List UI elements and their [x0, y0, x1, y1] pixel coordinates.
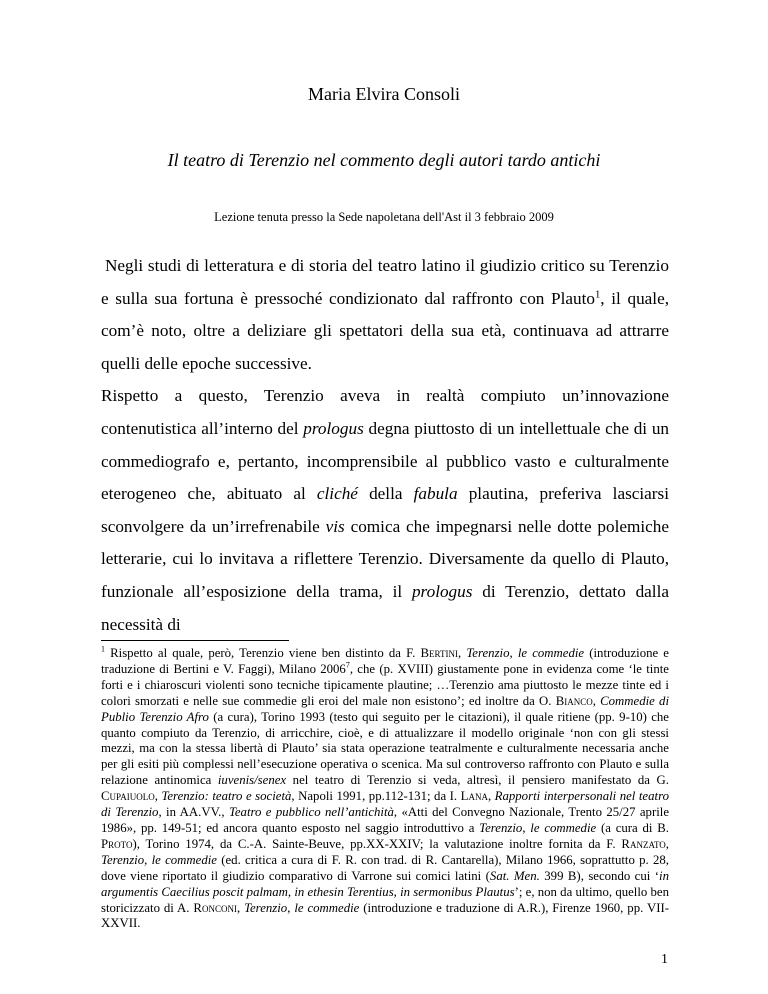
- paragraph-1: Negli studi di letteratura e di storia del teatro latino il giudizio critico su Terenzio e sulla sua fortuna è pressoché condizionato dal raffronto con Plauto$^1$, il quale, com’è noto, oltre a deliziare gli spettatori della sua età, continuava ad attrarre quelli delle epoche successive.: [101, 256, 669, 373]
- body-text: [101, 250, 669, 641]
- page-number: 1: [661, 952, 668, 967]
- footnote-separator: [101, 640, 289, 641]
- footnote-reference: 1: [594, 288, 601, 300]
- paragraph-2: Rispetto a questo, Terenzio aveva in realtà compiuto un’innovazione contenutistica all’interno del prologus degna piuttosto di un intellettuale che di un commediografo e, pertanto, incomprensibile al pubblico vasto e culturalmente eterogeneo che, abituato al cliché della fabula plautina, preferiva lasciarsi sconvolgere da un’irrefrenabile vis comica che impegnarsi nelle dotte polemiche letterarie, cui lo invitava a riflettere Terenzio. Diversamente da quello di Plauto, funzionale all’esposizione della trama, il prologus di Terenzio, dettato dalla necessità di: [101, 386, 670, 634]
- footnote-number: 1: [101, 644, 105, 654]
- footnote-1: $^1$ Rispetto al quale, però, Terenzio viene ben distinto da F. Bertini, Terenzio, le commedie (introduzione e traduzione di Bertini e V. Faggi), Milano 2006$^7$, che (p. XVIII) giustamente pone in evidenza come ‘le tinte forti e i chiaroscuri violenti sono tecniche tipicamente plautine; …Terenzio ama piuttosto le mezze tinte ed i colori smorzati e nelle sue commedie gli eroi del male non esistono’; ed inoltre da O. Bianco, Commedie di Publio Terenzio Afro (a cura), Torino 1993 (testo qui seguito per le citazioni), il quale ritiene (pp. 9-10) che quanto compiuto da Terenzio, di arricchire, cioè, e di attualizzare il modello originale ‘non con gli stessi mezzi, ma con la stessa libertà di Plauto’ sia stata operazione teatralmente e culturalmente necessaria anche per gli esiti più complessi nell’esecuzione operativa o scenica. Ma sul controverso raffronto con Plauto e sulla relazione antinomica iuvenis/senex nel teatro di Terenzio si veda, altresì, il pensiero manifestato da G. Cupaiuolo, Terenzio: teatro e società, Napoli 1991, pp.112-131; da I. Lana, Rapporti interpersonali nel teatro di Terenzio, in AA.VV., Teatro e pubblico nell’antichità, «Atti del Convegno Nazionale, Trento 25/27 aprile 1986», pp. 149-51; ed ancora quanto esposto nel saggio introduttivo a Terenzio, le commedie (a cura di B. Proto), Torino 1974, da C.-A. Sainte-Beuve, pp.XX-XXIV; la valutazione inoltre fornita da F. Ranzato, Terenzio, le commedie (ed. critica a cura di F. R. con trad. di R. Cantarella), Milano 1966, soprattutto p. 28, dove viene riportato il giudizio comparativo di Varrone sui comici latini (Sat. Men. 399 B), secondo cui ‘in argumentis Caecilius poscit palmam, in ethesin Terentius, in sermonibus Plautus’; e, non da ultimo, quello ben storicizzato di A. Ronconi, Terenzio, le commedie (introduzione e traduzione di A.R.), Firenze 1960, pp. VII-XXVII.: [101, 644, 670, 931]
- lecture-title: Il teatro di Terenzio nel commento degli autori tardo antichi: [167, 150, 601, 170]
- lecture-subtitle: Lezione tenuta presso la Sede napoletana dell'Ast il 3 febbraio 2009: [214, 210, 554, 224]
- author-name: Maria Elvira Consoli: [308, 84, 460, 104]
